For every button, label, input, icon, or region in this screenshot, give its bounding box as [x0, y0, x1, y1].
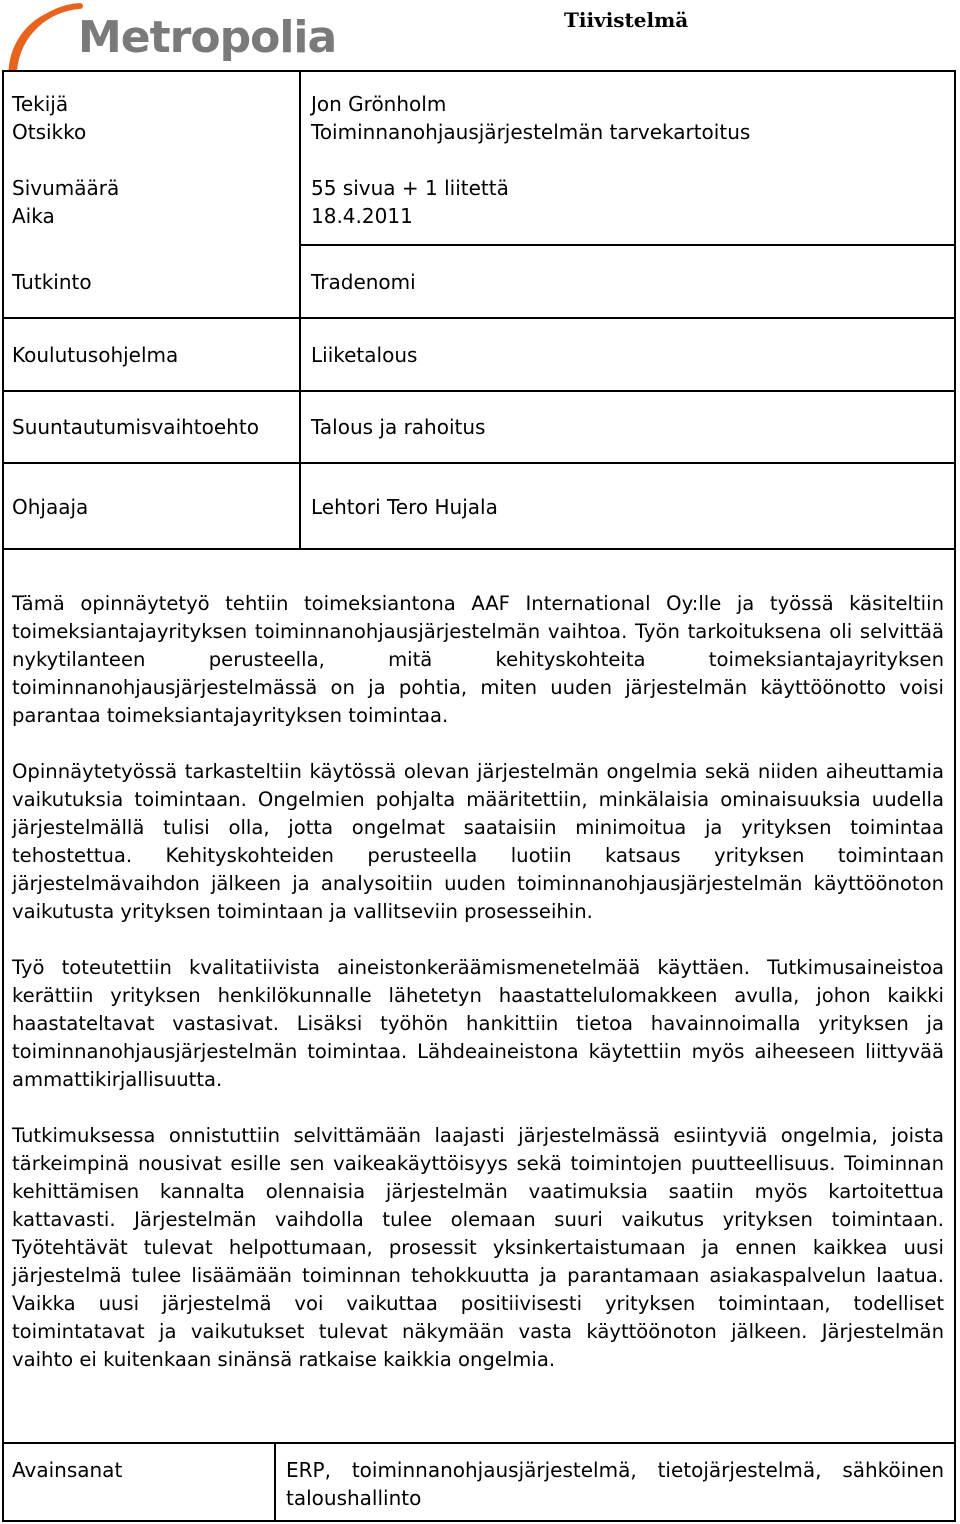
abstract-paragraph: Tutkimuksessa onnistuttiin selvittämään laajasti järjestelmässä esiintyviä ongelmia, joista tärkeimpinä nousivat esille sen vaikeakäyttöisyys sekä toimintojen puutteellisuus. Toiminnan kehittämisen kannalta olennaisia järjestelmän vaatimuksia saatiin myös kartoitettua kattavasti. Järjestelmän vaihdolla tulee olemaan suuri vaikutus yrityksen toimintaan. Työtehtävät tulevat helpottumaan, prosessit yksinkertaistumaan ja ennen kaikkea uusi järjestelmä tulee lisäämään toiminnan tehokkuutta ja parantamaan asiakaspalvelun laatua. Vaikka uusi järjestelmä voi vaikuttaa positiivisesti yrityksen toimintaan, todelliset toimintatavat ja vaikutukset tulevat näkymään vasta käyttöönoton jälkeen. Järjestelmän vaihto ei kuitenkaan sinänsä ratkaise kaikkia ongelmia.: [12, 1124, 944, 1371]
logo-arc-icon: [8, 2, 88, 72]
abstract-paragraph: Työ toteutettiin kvalitatiivista aineistonkeräämismenetelmää käyttäen. Tutkimusaineistoa kerättiin yrityksen henkilökunnalle lähetetyn haastattelulomakkeen avulla, johon kaikki haastateltavat vastasivat. Lisäksi työhön hankittiin tietoa havainnoimalla yrityksen ja toiminnanohjausjärjestelmän toimintaa. Lähdeaineistona käytettiin myös aiheeseen liittyvää ammattikirjallisuutta.: [12, 956, 944, 1091]
pages-label: Sivumäärä: [12, 176, 120, 200]
programme-value: Liiketalous: [311, 343, 418, 367]
row-divider: [2, 462, 956, 464]
row-divider: [2, 1442, 956, 1444]
author-value: Jon Grönholm: [311, 92, 447, 116]
date-value: 18.4.2011: [311, 204, 413, 228]
degree-value: Tradenomi: [311, 270, 416, 294]
page-header: [0, 0, 960, 72]
title-value: Toiminnanohjausjärjestelmän tarvekartoitus: [311, 120, 751, 144]
abstract-paragraph: Opinnäytetyössä tarkasteltiin käytössä olevan järjestelmän ongelmia sekä niiden aiheuttamia vaikutuksia toimintaan. Ongelmien pohjalta määritettiin, minkälaisia ominaisuuksia uudella järjestelmällä tulisi olla, jotta ongelmat saataisiin minimoitua ja yrityksen toimintaa tehostettua. Kehityskohteiden perusteella luotiin katsaus yrityksen toimintaan järjestelmävaihdon jälkeen ja analysoitiin uuden toiminnanohjausjärjestelmän käyttöönoton vaikutusta yrityksen toimintaan ja vallitseviin prosesseihin.: [12, 760, 944, 923]
supervisor-label: Ohjaaja: [12, 495, 89, 519]
pages-value: 55 sivua + 1 liitettä: [311, 176, 509, 200]
specialisation-value: Talous ja rahoitus: [311, 415, 486, 439]
abstract-paragraph: Tämä opinnäytetyö tehtiin toimeksiantona AAF International Oy:lle ja työssä käsiteltiin toimeksiantajayrityksen toiminnanohjausjärjestelmän vaihtoa. Työn tarkoituksena oli selvittää nykytilanteen perusteella, mitä kehityskohteita toimeksiantajayrityksen toiminnanohjausjärjestelmässä on ja pohtia, miten uuden järjestelmän käyttöönotto voisi parantaa toimeksiantajayrityksen toimintaa.: [12, 592, 944, 727]
document-type-title: Tiivistelmä: [564, 8, 689, 32]
author-label: Tekijä: [12, 92, 69, 116]
logo-text: Metropolia: [78, 12, 337, 63]
programme-label: Koulutusohjelma: [12, 343, 179, 367]
degree-label: Tutkinto: [12, 270, 92, 294]
row-divider: [2, 390, 956, 392]
abstract-body: [12, 590, 944, 1402]
date-label: Aika: [12, 204, 55, 228]
title-label: Otsikko: [12, 120, 87, 144]
keywords-label: Avainsanat: [12, 1458, 123, 1482]
metropolia-logo: [8, 2, 337, 72]
supervisor-value: Lehtori Tero Hujala: [311, 495, 498, 519]
column-divider: [299, 72, 301, 549]
keywords-value: ERP, toiminnanohjausjärjestelmä, tietojärjestelmä, sähköinen taloushallinto: [286, 1458, 944, 1510]
row-divider: [2, 548, 956, 550]
column-divider: [274, 1442, 276, 1522]
specialisation-label: Suuntautumisvaihtoehto: [12, 415, 259, 439]
row-divider: [2, 317, 956, 319]
row-divider: [299, 244, 956, 246]
